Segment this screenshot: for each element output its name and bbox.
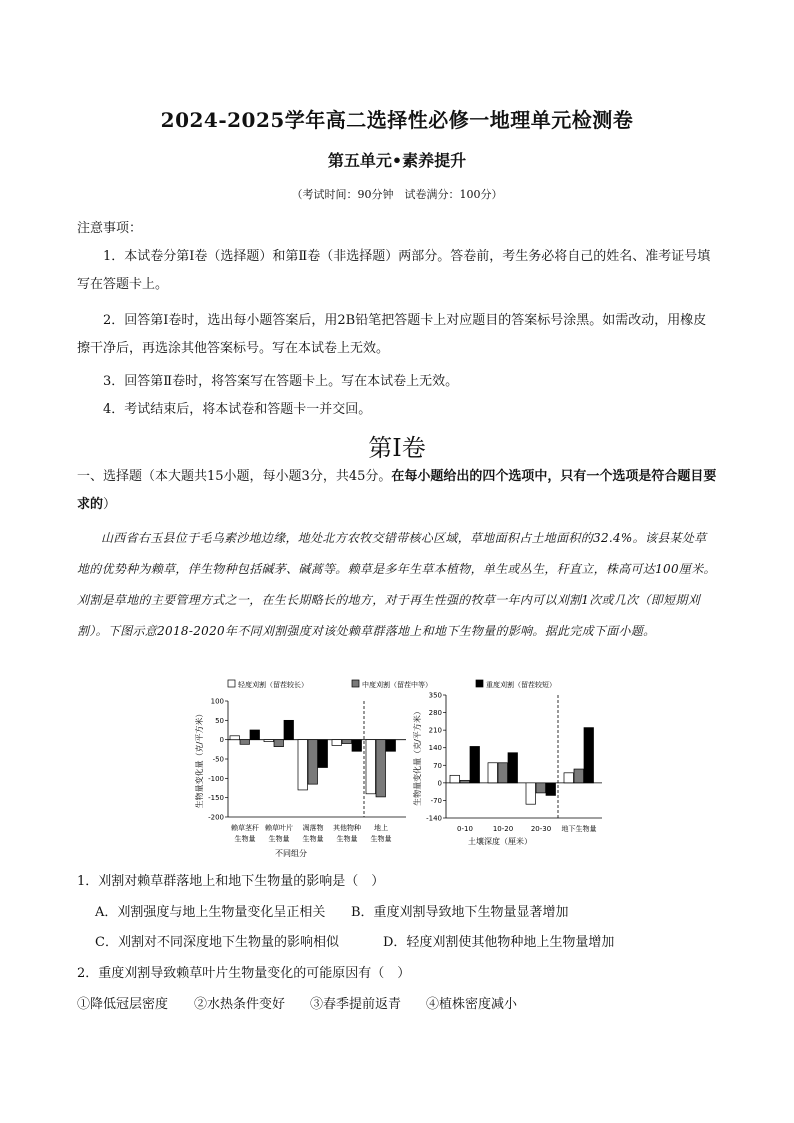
category-label: 生物量 [268, 835, 290, 843]
bar [264, 740, 274, 742]
question-1-stem: 1．刈割对赖草群落地上和地下生物量的影响是（ ） [77, 874, 385, 889]
bar [450, 775, 460, 783]
y-tick-label: -70 [430, 796, 442, 805]
section-heading [77, 463, 717, 519]
question-2-stem: 2．重度刈割导致赖草叶片生物量变化的可能原因有（ ） [77, 966, 411, 981]
category-label: 赖草茎秆 [231, 824, 259, 832]
bar [546, 783, 556, 796]
notice-item-2: 2．回答第Ⅰ卷时，选出每小题答案后，用2B铅笔把答题卡上对应题目的答案标号涂黑。如需改动，用橡皮擦干净后，再选涂其他答案标号。写在本试卷上无效。 [77, 313, 707, 356]
bar [470, 746, 480, 782]
y-tick-label: -140 [426, 814, 442, 823]
question-2-statement-2: ②水热条件变好 [194, 997, 286, 1012]
legend-label: 重度刈割（留茬较短） [486, 681, 556, 689]
legend-label: 中度刈割（留茬中等） [362, 681, 432, 689]
legend-swatch [476, 680, 483, 687]
bar [564, 773, 574, 783]
bar [386, 740, 396, 752]
notice-item-3: 3．回答第Ⅱ卷时，将答案写在答题卡上。写在本试卷上无效。 [103, 374, 459, 389]
bar [376, 740, 386, 797]
legend-swatch [352, 680, 359, 687]
section-heading-suffix: ） [103, 497, 117, 512]
category-label: 其他物种 [333, 824, 361, 832]
question-2-statement-1: ①降低冠层密度 [77, 997, 169, 1012]
question-2-statement-4: ④植株密度减小 [426, 997, 518, 1012]
bar [536, 783, 546, 793]
question-2-statement-3: ③春季提前返青 [310, 997, 402, 1012]
reading-passage: 山西省右玉县位于毛乌素沙地边缘，地处北方农牧交错带核心区域，草地面积占土地面积的32.4%。该县某处草地的优势种为赖草，伴生物种包括碱茅、碱蒿等。赖草是多年生草本植物，单生或丛生，秆直立，株高可达100厘米。刈割是草地的主要管理方式之一，在生长期略长的地方，对于再生性强的牧草一年内可以刈割1次或几次（即短期刈割）。下图示意2018-2020年不同刈割强度对该处赖草群落地上和地下生物量的影响。据此完成下面小题。 [77, 531, 716, 638]
bar [498, 763, 508, 783]
bar [308, 740, 318, 784]
bar [526, 783, 536, 804]
x-axis-label: 不同组分 [275, 849, 307, 858]
bar [352, 740, 362, 752]
bar [508, 753, 518, 783]
question-1-option-a[interactable]: A．刈割强度与地上生物量变化呈正相关 [95, 905, 326, 920]
y-tick-label: -50 [212, 755, 224, 764]
y-tick-label: 100 [210, 697, 224, 706]
category-label: 地下生物量 [561, 825, 597, 833]
section-heading-bold: 在每小题给出的四个选项中，只有一个选项是符合题目要求的 [77, 469, 717, 512]
notice-item-1: 1．本试卷分第Ⅰ卷（选择题）和第Ⅱ卷（非选择题）两部分。答卷前，考生务必将自己的姓名、准考证号填写在答题卡上。 [77, 249, 711, 292]
category-label: 生物量 [302, 835, 324, 843]
y-tick-label: -200 [208, 813, 224, 822]
question-1-option-b[interactable]: B．重度刈割导致地下生物量显著增加 [351, 905, 569, 920]
y-tick-label: -150 [208, 794, 224, 803]
bar [240, 740, 250, 745]
category-label: 地上 [374, 824, 388, 832]
y-tick-label: 0 [219, 736, 224, 745]
category-label: 凋落物 [302, 824, 324, 832]
y-tick-label: 140 [428, 744, 442, 753]
page-subtitle: 第五单元•素养提升 [327, 151, 467, 170]
bar [284, 720, 294, 739]
y-tick-label: 210 [428, 726, 442, 735]
page-title: 2024-2025学年高二选择性必修一地理单元检测卷 [160, 108, 634, 132]
category-label: 赖草叶片 [265, 824, 293, 832]
question-1-option-c[interactable]: C．刈割对不同深度地下生物量的影响相似 [95, 935, 339, 950]
category-label: 0-10 [457, 825, 473, 833]
x-axis-label: 土壤深度（厘米） [468, 837, 532, 846]
notice-item-4: 4．考试结束后，将本试卷和答题卡一并交回。 [103, 402, 372, 417]
category-label: 10-20 [492, 825, 514, 833]
bar [574, 769, 584, 783]
exam-timing: （考试时间：90分钟 试卷满分：100分） [291, 188, 503, 201]
category-label: 生物量 [370, 835, 392, 843]
section-heading-prefix: 一、选择题（本大题共15小题，每小题3分，共45分。 [77, 469, 392, 484]
y-tick-label: 280 [428, 709, 442, 718]
y-tick-label: 0 [437, 779, 442, 788]
bar [274, 740, 284, 747]
bar [366, 740, 376, 794]
category-label: 生物量 [234, 835, 256, 843]
y-axis-label: 生物量变化量（克/平方米） [195, 709, 204, 809]
volume-title: 第Ⅰ卷 [368, 434, 426, 462]
bar [230, 736, 240, 740]
y-tick-label: -100 [208, 774, 224, 783]
bar [332, 740, 342, 746]
bar [298, 740, 308, 790]
category-label: 生物量 [336, 835, 358, 843]
bar [584, 728, 594, 783]
y-tick-label: 70 [433, 761, 442, 770]
bar [488, 763, 498, 783]
question-1-option-d[interactable]: D．轻度刈割使其他物种地上生物量增加 [383, 935, 615, 950]
y-axis-label: 生物量变化量（克/平方米） [413, 707, 422, 806]
y-tick-label: 50 [215, 716, 224, 725]
chart-below-ground-biomass [406, 688, 606, 848]
legend-label: 轻度刈割（留茬较长） [238, 681, 308, 689]
category-label: 20-30 [530, 825, 552, 833]
y-tick-label: 350 [428, 691, 442, 700]
bar [460, 780, 470, 783]
bar [250, 730, 260, 740]
notice-heading: 注意事项： [77, 221, 143, 236]
legend-swatch [228, 680, 235, 687]
bar [342, 740, 352, 744]
bar [318, 740, 328, 768]
